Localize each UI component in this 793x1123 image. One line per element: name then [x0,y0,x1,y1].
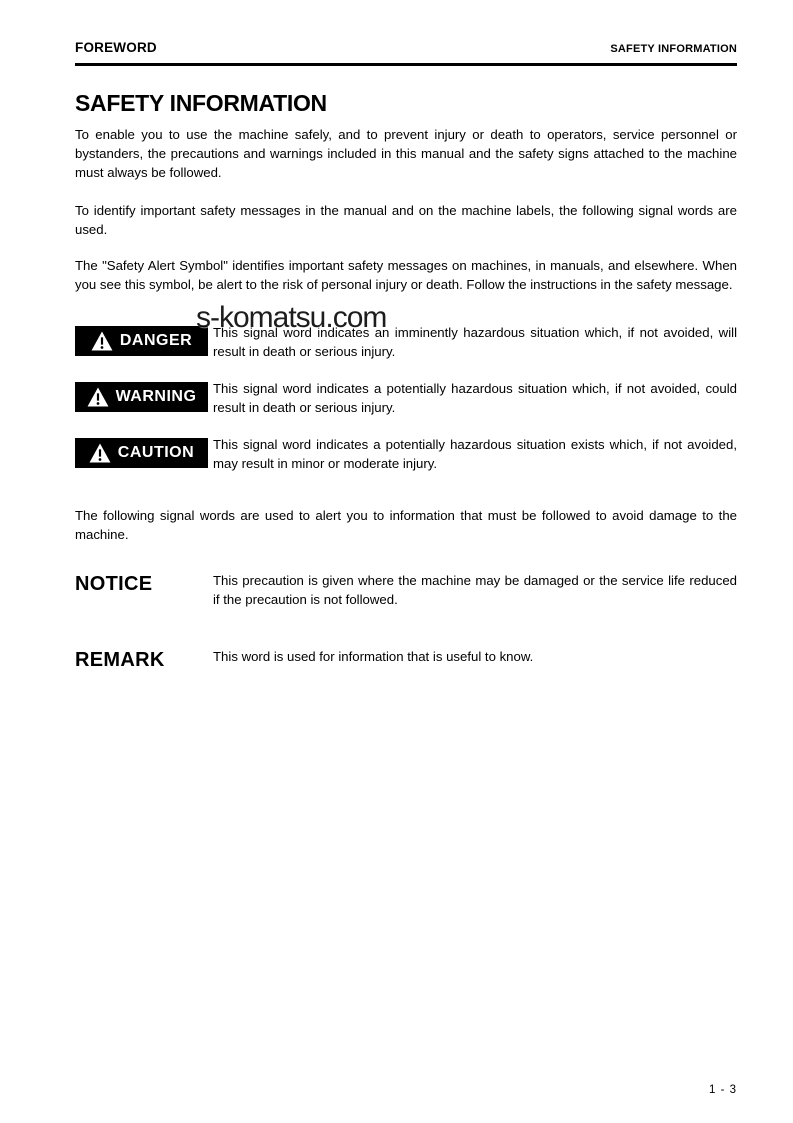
signal-word-row-warning [75,379,737,417]
warning-triangle-icon [87,387,109,407]
header-chapter-label: SAFETY INFORMATION [610,43,737,55]
paragraph-following: The following signal words are used to alert you to information that must be followed to avoid damage to the machine. [75,508,737,542]
warning-description: This signal word indicates a potentially hazardous situation which, if not avoided, could result in death or serious injury. [213,381,737,415]
warning-badge-label: WARNING [115,388,197,405]
notice-label: NOTICE [75,573,153,595]
warning-label-column [75,379,213,412]
remark-description: This word is used for information that is useful to know. [213,649,534,664]
header-section-label: FOREWORD [75,40,157,55]
danger-description: This signal word indicates an imminently hazardous situation which, if not avoided, will result in death or serious injury. [213,325,737,359]
caution-label-column [75,435,213,468]
signal-word-row-caution [75,435,737,473]
notice-description: This precaution is given where the machine may be damaged or the service life reduced if the precaution is not followed. [213,573,737,607]
site-watermark: s-komatsu.com [196,301,387,334]
caution-badge-label: CAUTION [117,444,195,461]
signal-word-row-danger [75,323,737,361]
page-number: 1 - 3 [708,1084,737,1096]
warning-badge [75,382,208,412]
note-row-notice [75,571,737,609]
note-row-remark [75,647,737,672]
remark-label: REMARK [75,649,165,671]
caution-badge [75,438,208,468]
warning-triangle-icon [89,443,111,463]
paragraph-intro: To enable you to use the machine safely, and to prevent injury or death to operators, service personnel or bystanders, the precautions and warnings included in this manual and the safety signs attached to the machine must always be followed. [75,127,737,180]
danger-badge-label: DANGER [119,332,193,349]
paragraph-identify: To identify important safety messages in the manual and on the machine labels, the following signal words are used. [75,203,737,237]
caution-description: This signal word indicates a potentially hazardous situation exists which, if not avoided, may result in minor or moderate injury. [213,437,737,471]
header-rule [75,63,737,66]
running-header [75,0,737,55]
warning-triangle-icon [91,331,113,351]
danger-badge [75,326,208,356]
danger-label-column [75,323,213,356]
page-title: SAFETY INFORMATION [75,90,327,116]
paragraph-alert-symbol: The "Safety Alert Symbol" identifies important safety messages on machines, in manuals, and elsewhere. When you see this symbol, be alert to the risk of personal injury or death. Follow the instructions in the safety message. [75,258,737,292]
